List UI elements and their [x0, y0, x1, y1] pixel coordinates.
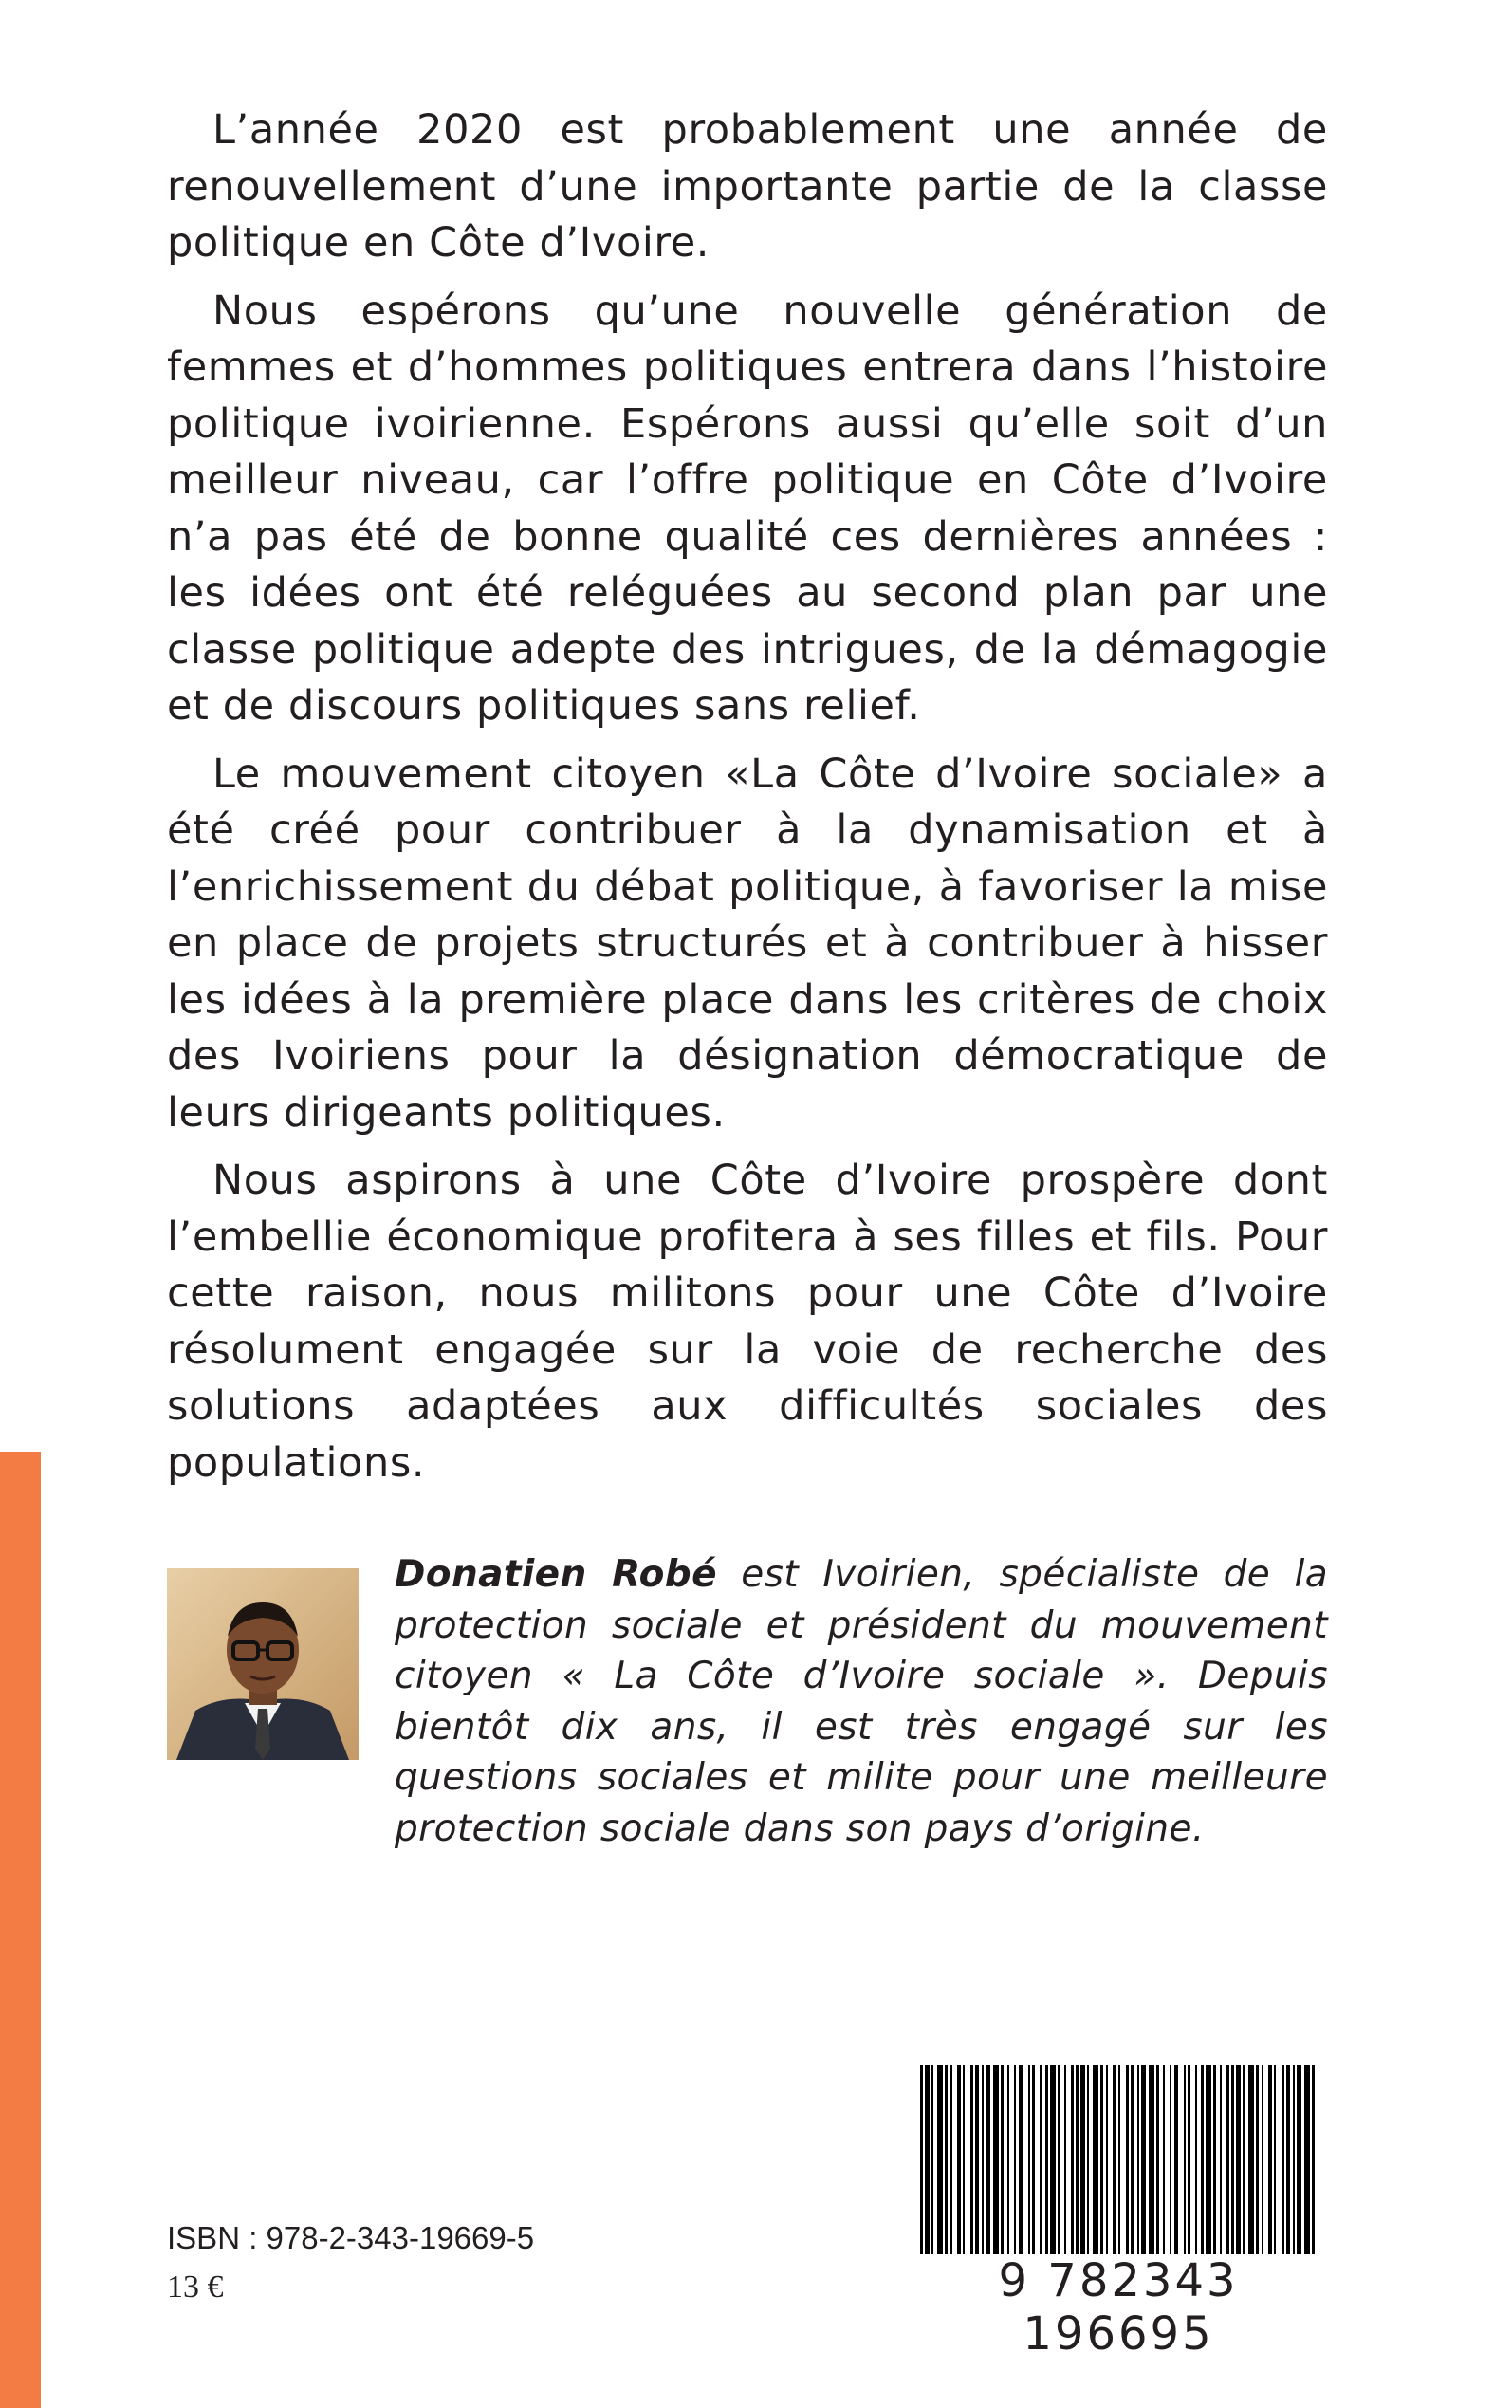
barcode-bar	[975, 2065, 979, 2254]
author-name: Donatien Robé	[395, 1553, 717, 1596]
barcode-bar	[1206, 2065, 1211, 2254]
barcode-bar	[931, 2065, 933, 2254]
barcode-bar	[1106, 2065, 1108, 2254]
barcode-bar	[957, 2065, 961, 2254]
barcode-bar	[1213, 2065, 1216, 2254]
barcode-bar	[1149, 2065, 1154, 2254]
barcode-bar	[982, 2065, 984, 2254]
barcode-bar	[1100, 2065, 1103, 2254]
barcode-bar	[1050, 2065, 1056, 2254]
barcode-bar	[1286, 2065, 1290, 2254]
paragraph-2: Nous espérons qu’une nouvelle génération de femmes et d’hommes politiques entrera dans l’histoire politique ivoirienne. Espérons aussi qu’elle soit d’un meilleur niveau, car l’offre politique en Côte d’Ivoire n’a pas été de bonne qualité ces dernières années : les idées ont été reléguées au second plan par une classe politique adepte des intrigues, de la démagogie et de discours politiques sans relief.	[167, 287, 1328, 730]
barcode-bar	[1058, 2065, 1060, 2254]
barcode-bar	[1113, 2065, 1116, 2254]
barcode-bar	[1076, 2065, 1079, 2254]
author-photo	[167, 1568, 359, 1760]
barcode-bar	[1293, 2065, 1295, 2254]
author-portrait-illustration	[167, 1568, 359, 1760]
orange-side-strip	[0, 1452, 41, 2408]
barcode-digits: 9 782343 196695	[911, 2254, 1326, 2361]
barcode-bar	[1093, 2065, 1098, 2254]
barcode-bar	[1274, 2065, 1276, 2254]
barcode-bar	[993, 2065, 999, 2254]
barcode-bar	[1312, 2065, 1315, 2254]
barcode-bar	[1045, 2065, 1048, 2254]
barcode-bar	[963, 2065, 965, 2254]
barcode-bar	[1126, 2065, 1129, 2254]
barcode-bar	[1297, 2065, 1301, 2254]
barcode-bar	[937, 2065, 943, 2254]
paragraph-4: Nous aspirons à une Côte d’Ivoire prospère dont l’embellie économique profitera à ses filles et fils. Pour cette raison, nous militons pour une Côte d’Ivoire résolument engagée sur la voie de recherche des solutions adaptées aux difficultés sociales des populations.	[167, 1157, 1328, 1487]
barcode-bar	[1087, 2065, 1089, 2254]
barcode-bar	[1201, 2065, 1204, 2254]
barcode-bar	[1231, 2065, 1234, 2254]
barcode-bar	[986, 2065, 990, 2254]
barcode-bar	[950, 2065, 952, 2254]
back-cover-text	[167, 102, 1328, 1503]
barcode-bar	[1131, 2065, 1134, 2254]
barcode-bar	[1304, 2065, 1310, 2254]
barcode-bar	[1256, 2065, 1259, 2254]
barcode-bar	[1248, 2065, 1254, 2254]
barcode-bar	[1071, 2065, 1074, 2254]
barcode-bar	[1268, 2065, 1272, 2254]
paragraph-3: Le mouvement citoyen «La Côte d’Ivoire sociale» a été créé pour contribuer à la dynamisation et à l’enrichissement du débat politique, à favoriser la mise en place de projets structurés et à contribuer à hisser les idées à la première place dans les critères de choix des Ivoiriens pour la désignation démocratique de leurs dirigeants politiques.	[167, 750, 1328, 1137]
barcode-bar	[1118, 2065, 1120, 2254]
barcode-bar	[1001, 2065, 1004, 2254]
barcode-bar	[1170, 2065, 1171, 2254]
barcode-bar	[1243, 2065, 1245, 2254]
author-bio	[395, 1549, 1328, 1854]
barcode-bar	[925, 2065, 930, 2254]
barcode-bar	[1163, 2065, 1165, 2254]
paragraph-1: L’année 2020 est probablement une année de renouvellement d’une importante partie de la classe politique en Côte d’Ivoire.	[167, 106, 1328, 267]
barcode-bar	[970, 2065, 973, 2254]
barcode-bar	[1137, 2065, 1139, 2254]
barcode-bar	[1188, 2065, 1190, 2254]
barcode-bar	[1019, 2065, 1023, 2254]
barcode-bar	[1220, 2065, 1222, 2254]
barcode-bar	[1141, 2065, 1146, 2254]
barcode-bar	[1064, 2065, 1066, 2254]
author-bio-text: est Ivoirien, spécialiste de la protection sociale et président du mouvement citoyen « La Côte d’Ivoire sociale ». Depuis bientôt dix ans, il est très engagé sur les questions sociales et milite pour une meilleure protection sociale dans son pays d’origine.	[395, 1553, 1328, 1850]
barcode-bar	[1184, 2065, 1186, 2254]
barcode-bar	[920, 2065, 923, 2254]
barcode-bar	[1032, 2065, 1035, 2254]
price: 13 €	[167, 2269, 224, 2305]
barcode-bars	[911, 2065, 1326, 2254]
barcode-bar	[1174, 2065, 1178, 2254]
barcode-bar	[1236, 2065, 1241, 2254]
barcode-bar	[945, 2065, 948, 2254]
barcode-bar	[1080, 2065, 1085, 2254]
barcode-bar	[1007, 2065, 1009, 2254]
barcode-bar	[1282, 2065, 1284, 2254]
barcode-bar	[1028, 2065, 1030, 2254]
barcode-bar	[1040, 2065, 1042, 2254]
barcode-bar	[1156, 2065, 1159, 2254]
isbn: ISBN : 978-2-343-19669-5	[167, 2220, 535, 2255]
barcode-bar	[1195, 2065, 1197, 2254]
barcode-bar	[1226, 2065, 1229, 2254]
barcode-bar	[1262, 2065, 1263, 2254]
barcode-bar	[1014, 2065, 1016, 2254]
